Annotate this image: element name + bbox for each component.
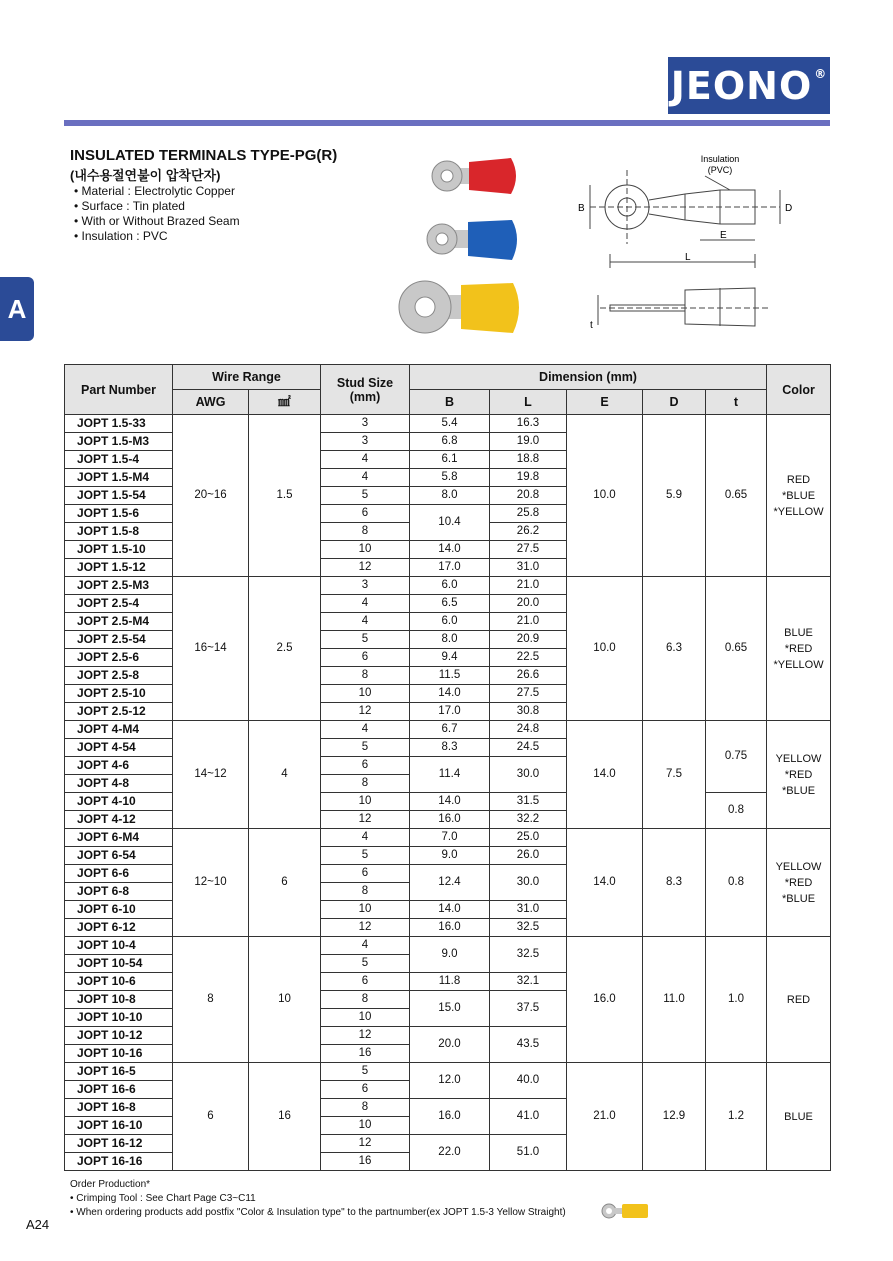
part-number-cell: JOPT 10-12 xyxy=(65,1027,173,1045)
color-option: RED xyxy=(786,473,811,486)
dim-l-cell: 32.2 xyxy=(490,811,567,829)
color-cell xyxy=(767,721,831,829)
mm2-cell: 1.5 xyxy=(249,415,321,577)
header-b: B xyxy=(410,390,490,415)
part-number-cell: JOPT 10-16 xyxy=(65,1045,173,1063)
red-terminal-photo xyxy=(425,152,535,207)
dim-l-cell: 30.8 xyxy=(490,703,567,721)
part-number-cell: JOPT 6-6 xyxy=(65,865,173,883)
stud-size-cell: 6 xyxy=(321,973,410,991)
dim-l-cell: 37.5 xyxy=(490,991,567,1027)
part-number-cell: JOPT 2.5-6 xyxy=(65,649,173,667)
dim-b-cell: 14.0 xyxy=(410,901,490,919)
dim-l-cell: 19.8 xyxy=(490,469,567,487)
dim-b-cell: 9.0 xyxy=(410,847,490,865)
stud-size-cell: 8 xyxy=(321,1099,410,1117)
color-option: *YELLOW xyxy=(773,505,824,518)
stud-size-cell: 4 xyxy=(321,613,410,631)
dim-b-cell: 22.0 xyxy=(410,1135,490,1171)
part-number-cell: JOPT 10-10 xyxy=(65,1009,173,1027)
dim-b-cell: 9.0 xyxy=(410,937,490,973)
dim-l-cell: 43.5 xyxy=(490,1027,567,1063)
part-number-cell: JOPT 2.5-8 xyxy=(65,667,173,685)
dim-l-cell: 25.8 xyxy=(490,505,567,523)
awg-cell: 16~14 xyxy=(173,577,249,721)
stud-size-cell: 8 xyxy=(321,775,410,793)
dim-l-cell: 32.5 xyxy=(490,919,567,937)
part-number-cell: JOPT 1.5-M4 xyxy=(65,469,173,487)
header-stud-size: Stud Size (mm) xyxy=(321,365,410,415)
part-number-cell: JOPT 6-12 xyxy=(65,919,173,937)
dim-e-cell: 16.0 xyxy=(567,937,643,1063)
table-row xyxy=(65,721,831,739)
order-notes xyxy=(70,1178,566,1220)
dim-d-cell: 12.9 xyxy=(643,1063,706,1171)
color-cell xyxy=(767,577,831,721)
brand-logo: JEONO ® xyxy=(668,57,830,114)
stud-size-cell: 12 xyxy=(321,559,410,577)
stud-size-cell: 8 xyxy=(321,883,410,901)
part-number-cell: JOPT 6-10 xyxy=(65,901,173,919)
dim-l-cell: 20.0 xyxy=(490,595,567,613)
part-number-cell: JOPT 4-6 xyxy=(65,757,173,775)
stud-size-cell: 12 xyxy=(321,919,410,937)
part-number-cell: JOPT 2.5-12 xyxy=(65,703,173,721)
part-number-cell: JOPT 6-M4 xyxy=(65,829,173,847)
dim-l-cell: 40.0 xyxy=(490,1063,567,1099)
spec-table-body xyxy=(65,415,831,1171)
part-number-cell: JOPT 6-54 xyxy=(65,847,173,865)
stud-size-cell: 8 xyxy=(321,991,410,1009)
part-number-cell: JOPT 1.5-12 xyxy=(65,559,173,577)
dim-e-cell: 10.0 xyxy=(567,415,643,577)
awg-cell: 8 xyxy=(173,937,249,1063)
mm2-cell: 10 xyxy=(249,937,321,1063)
spec-list xyxy=(74,184,240,244)
dim-d-cell: 8.3 xyxy=(643,829,706,937)
dim-l-cell: 24.5 xyxy=(490,739,567,757)
stud-size-cell: 4 xyxy=(321,595,410,613)
dim-l: L xyxy=(685,252,691,263)
stud-size-cell: 10 xyxy=(321,1009,410,1027)
color-option: *YELLOW xyxy=(773,658,824,671)
dim-b-cell: 15.0 xyxy=(410,991,490,1027)
dim-l-cell: 27.5 xyxy=(490,685,567,703)
stud-size-cell: 12 xyxy=(321,1135,410,1153)
part-number-cell: JOPT 6-8 xyxy=(65,883,173,901)
spec-item: • Material : Electrolytic Copper xyxy=(74,184,240,199)
dim-b-cell: 16.0 xyxy=(410,919,490,937)
section-tab: A xyxy=(0,277,34,341)
color-option: *RED xyxy=(784,642,813,655)
dim-l-cell: 30.0 xyxy=(490,865,567,901)
stud-size-cell: 12 xyxy=(321,1027,410,1045)
dim-b-cell: 17.0 xyxy=(410,703,490,721)
header-l: L xyxy=(490,390,567,415)
part-number-cell: JOPT 10-4 xyxy=(65,937,173,955)
dim-b-cell: 20.0 xyxy=(410,1027,490,1063)
header-wire-range: Wire Range xyxy=(173,365,321,390)
dim-l-cell: 51.0 xyxy=(490,1135,567,1171)
awg-cell: 6 xyxy=(173,1063,249,1171)
stud-size-cell: 5 xyxy=(321,631,410,649)
dim-l-cell: 32.1 xyxy=(490,973,567,991)
dim-b-cell: 8.0 xyxy=(410,631,490,649)
order-production: Order Production* xyxy=(70,1179,151,1190)
header-awg: AWG xyxy=(173,390,249,415)
dim-d-cell: 5.9 xyxy=(643,415,706,577)
mini-terminal-icon xyxy=(600,1202,650,1220)
dim-b-cell: 16.0 xyxy=(410,811,490,829)
dim-b-cell: 9.4 xyxy=(410,649,490,667)
part-number-cell: JOPT 16-10 xyxy=(65,1117,173,1135)
part-number-cell: JOPT 2.5-M3 xyxy=(65,577,173,595)
dim-b-cell: 11.5 xyxy=(410,667,490,685)
blue-terminal-photo xyxy=(420,214,535,269)
insulation-sub: (PVC) xyxy=(707,165,733,175)
part-number-cell: JOPT 1.5-33 xyxy=(65,415,173,433)
part-number-cell: JOPT 4-54 xyxy=(65,739,173,757)
header-part-number: Part Number xyxy=(65,365,173,415)
color-cell xyxy=(767,937,831,1063)
dim-l-cell: 27.5 xyxy=(490,541,567,559)
crimping-tool-note: • Crimping Tool : See Chart Page C3~C11 xyxy=(70,1193,256,1204)
header-rule xyxy=(64,120,830,126)
part-number-cell: JOPT 16-12 xyxy=(65,1135,173,1153)
dim-l-cell: 18.8 xyxy=(490,451,567,469)
dim-t-cell: 0.65 xyxy=(706,577,767,721)
dim-t-cell: 0.75 xyxy=(706,721,767,793)
dim-b-cell: 12.0 xyxy=(410,1063,490,1099)
dim-l-cell: 25.0 xyxy=(490,829,567,847)
stud-size-cell: 8 xyxy=(321,523,410,541)
dim-b-cell: 14.0 xyxy=(410,793,490,811)
stud-size-cell: 4 xyxy=(321,451,410,469)
stud-size-cell: 4 xyxy=(321,469,410,487)
insulation-label: Insulation xyxy=(700,154,740,164)
part-number-cell: JOPT 10-6 xyxy=(65,973,173,991)
yellow-terminal-photo xyxy=(395,275,535,345)
part-number-cell: JOPT 16-6 xyxy=(65,1081,173,1099)
stud-size-cell: 5 xyxy=(321,1063,410,1081)
stud-size-cell: 16 xyxy=(321,1045,410,1063)
stud-size-cell: 10 xyxy=(321,685,410,703)
header-color: Color xyxy=(767,365,831,415)
dim-l-cell: 20.9 xyxy=(490,631,567,649)
header-d: D xyxy=(643,390,706,415)
color-cell xyxy=(767,1063,831,1171)
dim-b-cell: 11.4 xyxy=(410,757,490,793)
dim-b-cell: 6.7 xyxy=(410,721,490,739)
stud-size-cell: 6 xyxy=(321,757,410,775)
dim-l-cell: 21.0 xyxy=(490,613,567,631)
part-number-cell: JOPT 2.5-10 xyxy=(65,685,173,703)
part-number-cell: JOPT 1.5-8 xyxy=(65,523,173,541)
header-e: E xyxy=(567,390,643,415)
dim-l-cell: 26.0 xyxy=(490,847,567,865)
color-option: *RED xyxy=(784,768,813,781)
part-number-cell: JOPT 2.5-4 xyxy=(65,595,173,613)
color-option: BLUE xyxy=(784,626,813,639)
mm2-cell: 6 xyxy=(249,829,321,937)
part-number-cell: JOPT 1.5-M3 xyxy=(65,433,173,451)
part-number-cell: JOPT 10-54 xyxy=(65,955,173,973)
awg-cell: 20~16 xyxy=(173,415,249,577)
part-number-cell: JOPT 2.5-M4 xyxy=(65,613,173,631)
dim-t-cell: 0.65 xyxy=(706,415,767,577)
stud-size-cell: 4 xyxy=(321,829,410,847)
ordering-note: • When ordering products add postfix "Color & Insulation type" to the partnumber(ex JOPT 1.5-3 Yellow Straight) xyxy=(70,1207,566,1218)
part-number-cell: JOPT 4-10 xyxy=(65,793,173,811)
dim-b-cell: 11.8 xyxy=(410,973,490,991)
dim-e: E xyxy=(720,230,727,241)
dim-l-cell: 41.0 xyxy=(490,1099,567,1135)
spec-table xyxy=(64,364,831,1171)
stud-size-cell: 10 xyxy=(321,541,410,559)
color-option: BLUE xyxy=(784,1110,813,1123)
dim-l-cell: 26.6 xyxy=(490,667,567,685)
dim-t-cell: 1.0 xyxy=(706,937,767,1063)
header-mm2: ㎟ xyxy=(249,390,321,415)
part-number-cell: JOPT 16-16 xyxy=(65,1153,173,1171)
dim-d-cell: 11.0 xyxy=(643,937,706,1063)
stud-size-cell: 5 xyxy=(321,847,410,865)
part-number-cell: JOPT 1.5-6 xyxy=(65,505,173,523)
color-cell xyxy=(767,415,831,577)
dim-d: D xyxy=(785,203,793,214)
dimension-drawing xyxy=(570,150,800,335)
dim-t-cell: 0.8 xyxy=(706,829,767,937)
stud-size-cell: 5 xyxy=(321,487,410,505)
dim-b-cell: 8.3 xyxy=(410,739,490,757)
stud-size-cell: 3 xyxy=(321,415,410,433)
awg-cell: 12~10 xyxy=(173,829,249,937)
spec-item: • With or Without Brazed Seam xyxy=(74,214,240,229)
dim-l-cell: 16.3 xyxy=(490,415,567,433)
dim-e-cell: 21.0 xyxy=(567,1063,643,1171)
stud-size-cell: 5 xyxy=(321,955,410,973)
dim-l-cell: 30.0 xyxy=(490,757,567,793)
stud-size-cell: 10 xyxy=(321,901,410,919)
stud-size-cell: 12 xyxy=(321,703,410,721)
dim-b-cell: 12.4 xyxy=(410,865,490,901)
dim-d-cell: 7.5 xyxy=(643,721,706,829)
dim-b-cell: 14.0 xyxy=(410,541,490,559)
dim-l-cell: 20.8 xyxy=(490,487,567,505)
dim-b-cell: 6.8 xyxy=(410,433,490,451)
awg-cell: 14~12 xyxy=(173,721,249,829)
part-number-cell: JOPT 10-8 xyxy=(65,991,173,1009)
table-row xyxy=(65,577,831,595)
dim-l-cell: 19.0 xyxy=(490,433,567,451)
part-number-cell: JOPT 4-8 xyxy=(65,775,173,793)
stud-size-cell: 10 xyxy=(321,793,410,811)
dim-t-cell: 0.8 xyxy=(706,793,767,829)
spec-item: • Surface : Tin plated xyxy=(74,199,240,214)
dim-e-cell: 14.0 xyxy=(567,829,643,937)
header-t: t xyxy=(706,390,767,415)
stud-size-cell: 5 xyxy=(321,739,410,757)
part-number-cell: JOPT 4-12 xyxy=(65,811,173,829)
dim-e-cell: 14.0 xyxy=(567,721,643,829)
dim-l-cell: 24.8 xyxy=(490,721,567,739)
dim-l-cell: 31.0 xyxy=(490,559,567,577)
dim-b-cell: 14.0 xyxy=(410,685,490,703)
mm2-cell: 2.5 xyxy=(249,577,321,721)
dim-e-cell: 10.0 xyxy=(567,577,643,721)
stud-size-cell: 6 xyxy=(321,505,410,523)
part-number-cell: JOPT 1.5-54 xyxy=(65,487,173,505)
dim-b-cell: 10.4 xyxy=(410,505,490,541)
page-title: INSULATED TERMINALS TYPE-PG(R) xyxy=(70,147,338,164)
dim-b-cell: 8.0 xyxy=(410,487,490,505)
dim-t: t xyxy=(590,320,593,331)
dim-b-cell: 16.0 xyxy=(410,1099,490,1135)
dim-b-cell: 7.0 xyxy=(410,829,490,847)
dim-d-cell: 6.3 xyxy=(643,577,706,721)
stud-size-cell: 3 xyxy=(321,577,410,595)
table-row xyxy=(65,829,831,847)
dim-b-cell: 6.0 xyxy=(410,577,490,595)
stud-size-cell: 10 xyxy=(321,1117,410,1135)
dim-b: B xyxy=(578,203,585,214)
dim-b-cell: 17.0 xyxy=(410,559,490,577)
dim-t-cell: 1.2 xyxy=(706,1063,767,1171)
dim-b-cell: 6.0 xyxy=(410,613,490,631)
stud-size-cell: 6 xyxy=(321,1081,410,1099)
part-number-cell: JOPT 2.5-54 xyxy=(65,631,173,649)
part-number-cell: JOPT 16-5 xyxy=(65,1063,173,1081)
dim-l-cell: 31.5 xyxy=(490,793,567,811)
color-option: YELLOW xyxy=(775,752,822,765)
dim-l-cell: 31.0 xyxy=(490,901,567,919)
color-option: *RED xyxy=(784,876,813,889)
color-option: YELLOW xyxy=(775,860,822,873)
dim-b-cell: 6.5 xyxy=(410,595,490,613)
color-option: *BLUE xyxy=(782,489,816,502)
stud-size-cell: 8 xyxy=(321,667,410,685)
spec-item: • Insulation : PVC xyxy=(74,229,240,244)
header-dimension: Dimension (mm) xyxy=(410,365,767,390)
mm2-cell: 16 xyxy=(249,1063,321,1171)
dim-b-cell: 5.8 xyxy=(410,469,490,487)
stud-size-cell: 12 xyxy=(321,811,410,829)
dim-l-cell: 32.5 xyxy=(490,937,567,973)
part-number-cell: JOPT 16-8 xyxy=(65,1099,173,1117)
stud-size-cell: 4 xyxy=(321,721,410,739)
page-subtitle: (내수용절연불이 압착단자) xyxy=(70,168,221,183)
table-row xyxy=(65,415,831,433)
part-number-cell: JOPT 1.5-10 xyxy=(65,541,173,559)
stud-size-cell: 16 xyxy=(321,1153,410,1171)
part-number-cell: JOPT 4-M4 xyxy=(65,721,173,739)
color-option: *BLUE xyxy=(782,784,816,797)
mm2-cell: 4 xyxy=(249,721,321,829)
stud-size-cell: 6 xyxy=(321,649,410,667)
page-number: A24 xyxy=(26,1217,50,1232)
color-option: RED xyxy=(786,993,811,1006)
stud-size-cell: 6 xyxy=(321,865,410,883)
dim-b-cell: 6.1 xyxy=(410,451,490,469)
color-cell xyxy=(767,829,831,937)
dim-b-cell: 5.4 xyxy=(410,415,490,433)
dim-l-cell: 26.2 xyxy=(490,523,567,541)
table-row xyxy=(65,1063,831,1081)
color-option: *BLUE xyxy=(782,892,816,905)
table-row xyxy=(65,937,831,955)
part-number-cell: JOPT 1.5-4 xyxy=(65,451,173,469)
stud-size-cell: 4 xyxy=(321,937,410,955)
stud-size-cell: 3 xyxy=(321,433,410,451)
dim-l-cell: 21.0 xyxy=(490,577,567,595)
dim-l-cell: 22.5 xyxy=(490,649,567,667)
